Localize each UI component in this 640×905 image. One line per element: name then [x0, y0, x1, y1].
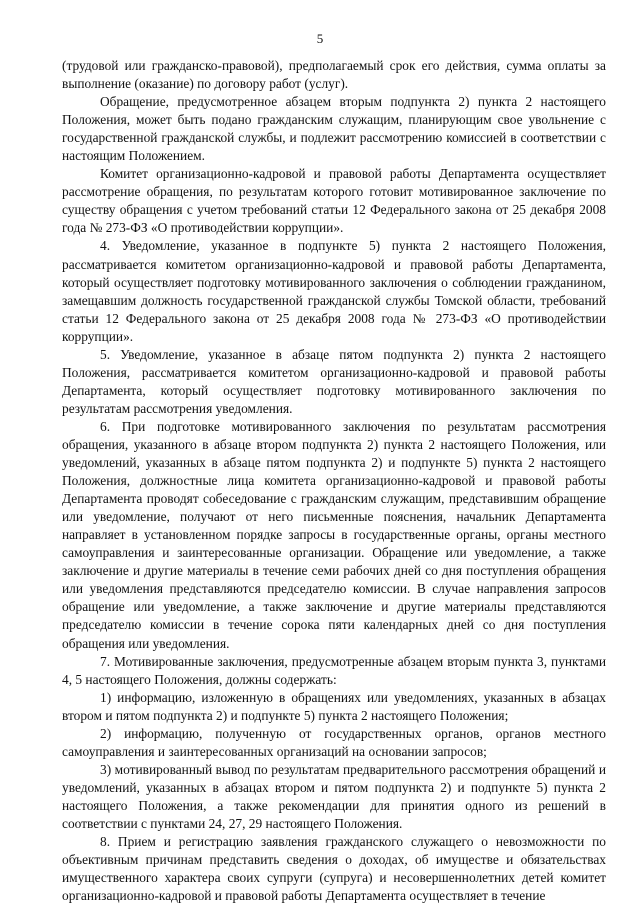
paragraph-item-7-sub-2: 2) информацию, полученную от государственных органов, органов местного самоуправления и заинтересованных организаций на основании запросов; [62, 725, 606, 759]
paragraph-item-7-sub-3: 3) мотивированный вывод по результатам предварительного рассмотрения обращений и уведомлений, указанных в абзацах втором и пятом подпункта 2) и подпункте 5) пункта 2 настоящего Положения, а также рекомендации для принятия одного из решений в соответствии с пунктами 24, 27, 29 настоящего Положения. [62, 761, 606, 831]
page-number: 5 [316, 31, 324, 46]
paragraph-item-7-sub-1: 1) информацию, изложенную в обращениях или уведомлениях, указанных в абзацах втором и пятом подпункта 2) и подпункте 5) пункта 2 настоящего Положения; [62, 689, 606, 723]
document-body [62, 57, 606, 905]
paragraph-committee-review: Комитет организационно-кадровой и правовой работы Департамента осуществляет рассмотрение обращения, по результатам которого готовит мотивированное заключение по существу обращения с учетом требований статьи 12 Федерального закона от 25 декабря 2008 года № 273-ФЗ «О противодействии коррупции». [62, 166, 606, 236]
paragraph-item-5: 5. Уведомление, указанное в абзаце пятом подпункта 2) пункта 2 настоящего Положения, рассматривается комитетом организационно-кадровой и правовой работы Департамента, который осуществляет подготовку мотивированного заключения по результатам рассмотрения уведомления. [62, 346, 606, 416]
paragraph-item-4: 4. Уведомление, указанное в подпункте 5) пункта 2 настоящего Положения, рассматривается комитетом организационно-кадровой и правовой работы Департамента, который осуществляет подготовку мотивированного заключения о соблюдении гражданином, замещавшим должность государственной гражданской службы Томской области, требований статьи 12 Федерального закона от 25 декабря 2008 года № 273-ФЗ «О противодействии коррупции». [62, 238, 606, 344]
paragraph-item-8: 8. Прием и регистрацию заявления гражданского служащего о невозможности по объективным причинам представить сведения о доходах, об имуществе и обязательствах имущественного характера своих супруги (супруга) и несовершеннолетних детей комитет организационно-кадровой и правовой работы Департамента осуществляет в течение [62, 834, 606, 904]
paragraph-item-6: 6. При подготовке мотивированного заключения по результатам рассмотрения обращения, указанного в абзаце втором подпункта 2) пункта 2 настоящего Положения, или уведомлений, указанных в абзаце пятом подпункта 2) и подпункте 5) пункта 2 настоящего Положения, должностные лица комитета организационно-кадровой и правовой работы Департамента проводят собеседование с гражданским служащим, представившим обращение или уведомление, получают от него письменные пояснения, начальник Департамента направляет в установленном порядке запросы в государственные органы, органы местного самоуправления и заинтересованные организации. Обращение или уведомление, а также заключение и другие материалы в течение семи рабочих дней со дня поступления обращения или уведомления представляются председателю комиссии. В случае направления запросов обращение или уведомление, а также заключение и другие материалы представляются председателю комиссии в течение сорока пяти календарных дней со дня поступления обращения или уведомления. [62, 418, 606, 651]
paragraph-appeal-submission: Обращение, предусмотренное абзацем вторым подпункта 2) пункта 2 настоящего Положения, может быть подано гражданским служащим, планирующим свое увольнение с государственной гражданской службы, и подлежит рассмотрению комиссией в соответствии с настоящим Положением. [62, 94, 606, 164]
paragraph-item-7: 7. Мотивированные заключения, предусмотренные абзацем вторым пункта 3, пунктами 4, 5 настоящего Положения, должны содержать: [62, 653, 606, 687]
paragraph-continuation: (трудовой или гражданско-правовой), предполагаемый срок его действия, сумма оплаты за выполнение (оказание) по договору работ (услуг). [62, 58, 606, 92]
